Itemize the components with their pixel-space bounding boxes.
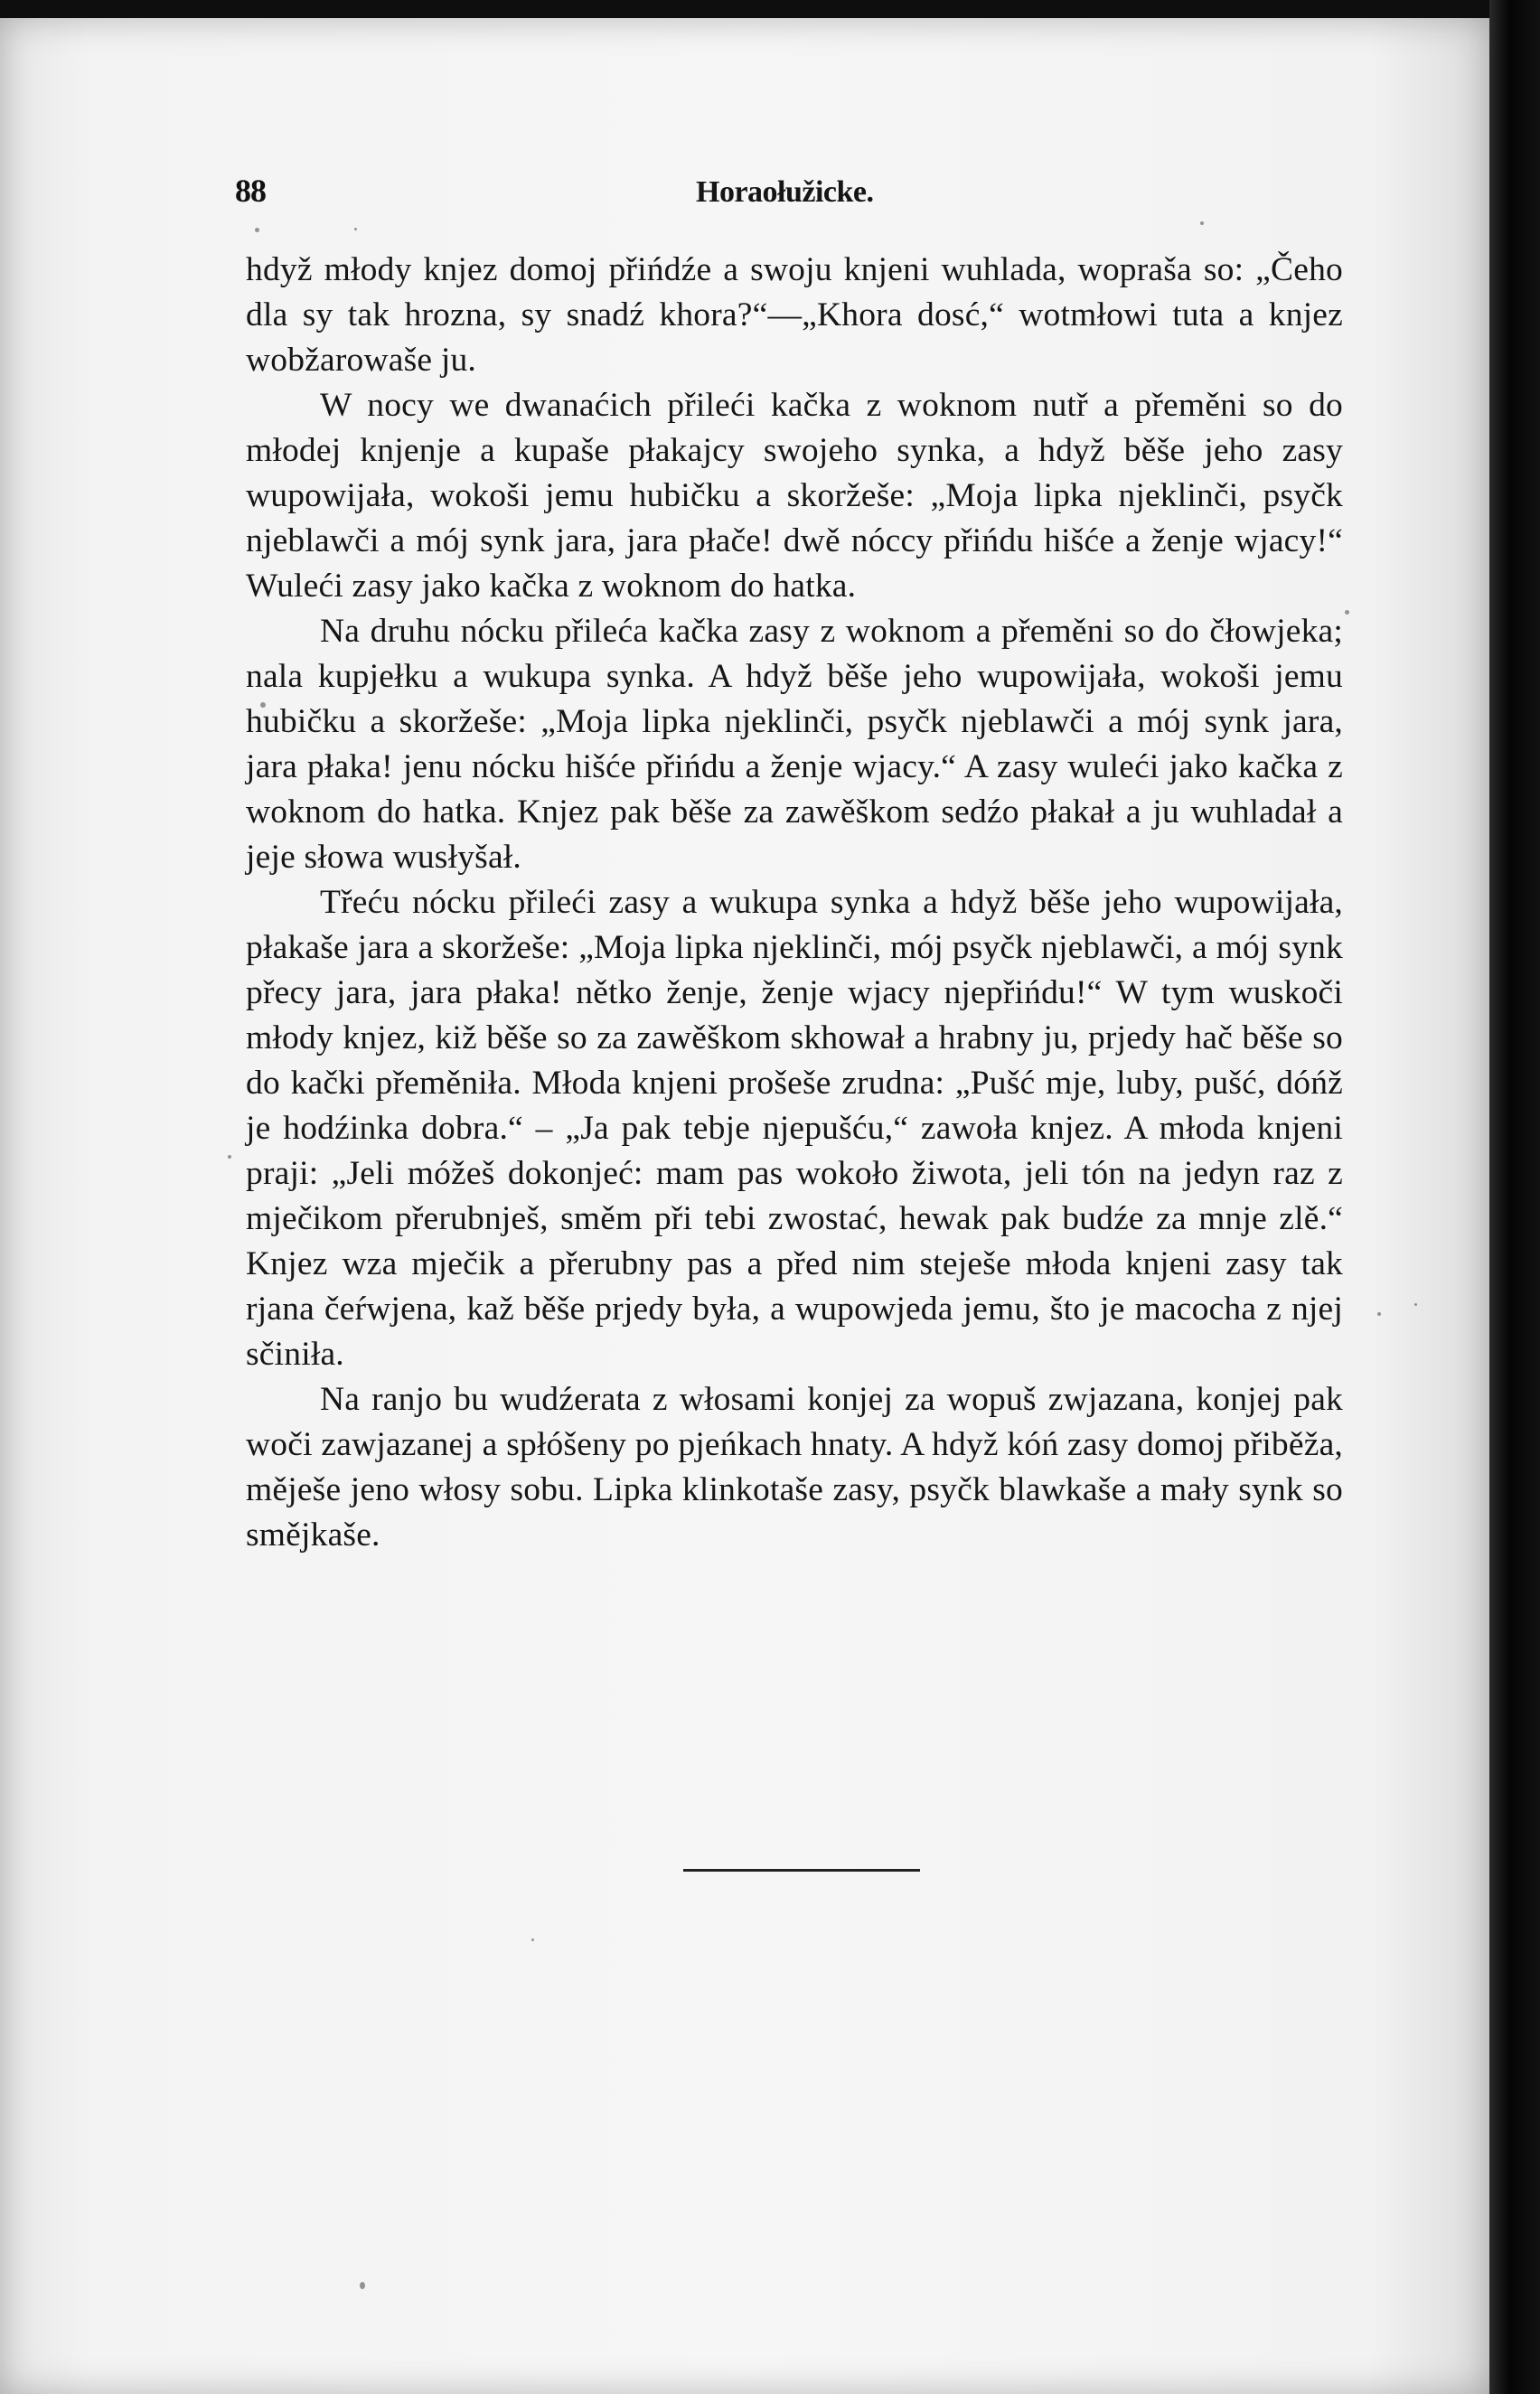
paragraph: Na ranjo bu wudźerata z włosami konjej za wopuš zwjazana, konjej pak woči zawjazanej a spłóšeny po pjeńkach hnaty. A hdyž kóń zasy domoj přiběža, měješe jeno włosy sobu. Lipka klinkotaše zasy, psyčk blawkaše a mały synk so směјkaše. bbox=[246, 1381, 1343, 1554]
paragraph: W nocy we dwanaćich přileći kačka z woknom nutř a přeměni so do młodej knjenje a kupaše płakajcy swojeho synka, a hdyž běše jeho zasy wupowijała, wokoši jemu hubičku a skoržeše: „Moja lipka njeklinči, psyčk njeblawči a mój synk jara, jara płače! dwě nóccy přińdu hišće a ženje wjacy!“ Wuleći zasy jako kačka z woknom do hatka. bbox=[246, 387, 1343, 605]
scan-speck bbox=[255, 228, 259, 232]
page-number: 88 bbox=[235, 173, 266, 209]
scan-speck bbox=[360, 2282, 365, 2289]
scan-speck bbox=[531, 1939, 534, 1941]
book-binding bbox=[1489, 0, 1540, 2394]
paragraph: Na druhu nócku přileća kačka zasy z woknom a přeměni so do čłowjeka; nala kupjełku a wukupa synka. A hdyž běše jeho wupowijała, wokoši jemu hubičku a skoržeše: „Moja lipka njeklinči, psyčk njeblawči a mój synk jara, jara płaka! jenu nócku hišće přińdu a ženje wjacy.“ A zasy wuleći jako kačka z woknom do hatka. Knjez pak běše za zawěškom sedźo płakał a ju wuhladał a jeje słowa wusłyšał. bbox=[246, 613, 1343, 876]
scan-speck bbox=[1345, 610, 1349, 615]
scan-speck bbox=[1377, 1312, 1381, 1316]
body-text bbox=[246, 248, 1343, 1558]
page-header bbox=[235, 172, 1347, 217]
scan-speck bbox=[1414, 1303, 1417, 1306]
scan-speck bbox=[228, 1155, 231, 1159]
scan-speck bbox=[1200, 221, 1204, 225]
paragraph: Třeću nócku přileći zasy a wukupa synka a hdyž běše jeho wupowijała, płakaše jara a skoržeše: „Moja lipka njeklinči, mój psyčk njeblawči, a mój synk přecy jara, jara płaka! nětko ženje, ženje wjacy njepřińdu!“ W tym wuskoči młody knjez, kiž běše so za zawěškom skhował a hrabny ju, prjedy hač běše so do kački přeměniła. Młoda knjeni prošeše zrudna: „Pušć mje, luby, pušć, dóńž je hodźinka dobra.“ – „Ja pak tebje njepušću,“ zawoła knjez. A młoda knjeni praji: „Jeli móžeš dokonjeć: mam pas wokoło žiwota, jeli tón na jedyn raz z mječikom přerubnješ, směm při tebi zwostać, hewak pak budźe za mnje zlě.“ Knjez wza mječik a přerubny pas a před nim steješe młoda knjeni zasy tak rjana čeŕwjena, kaž běše prjedy była, a wupowjeda jemu, što je macocha z njej sčiniła. bbox=[246, 884, 1343, 1373]
scan-speck bbox=[354, 228, 357, 230]
section-end-rule bbox=[683, 1869, 920, 1872]
paragraph: hdyž młody knjez domoj přińdźe a swoju knjeni wuhlada, wopraša so: „Čeho dla sy tak hrozna, sy snadź khora?“—„Khora dosć,“ wotmłowi tuta a knjez wobžarowaše ju. bbox=[246, 251, 1343, 379]
running-head: Horaołužicke. bbox=[696, 175, 874, 209]
